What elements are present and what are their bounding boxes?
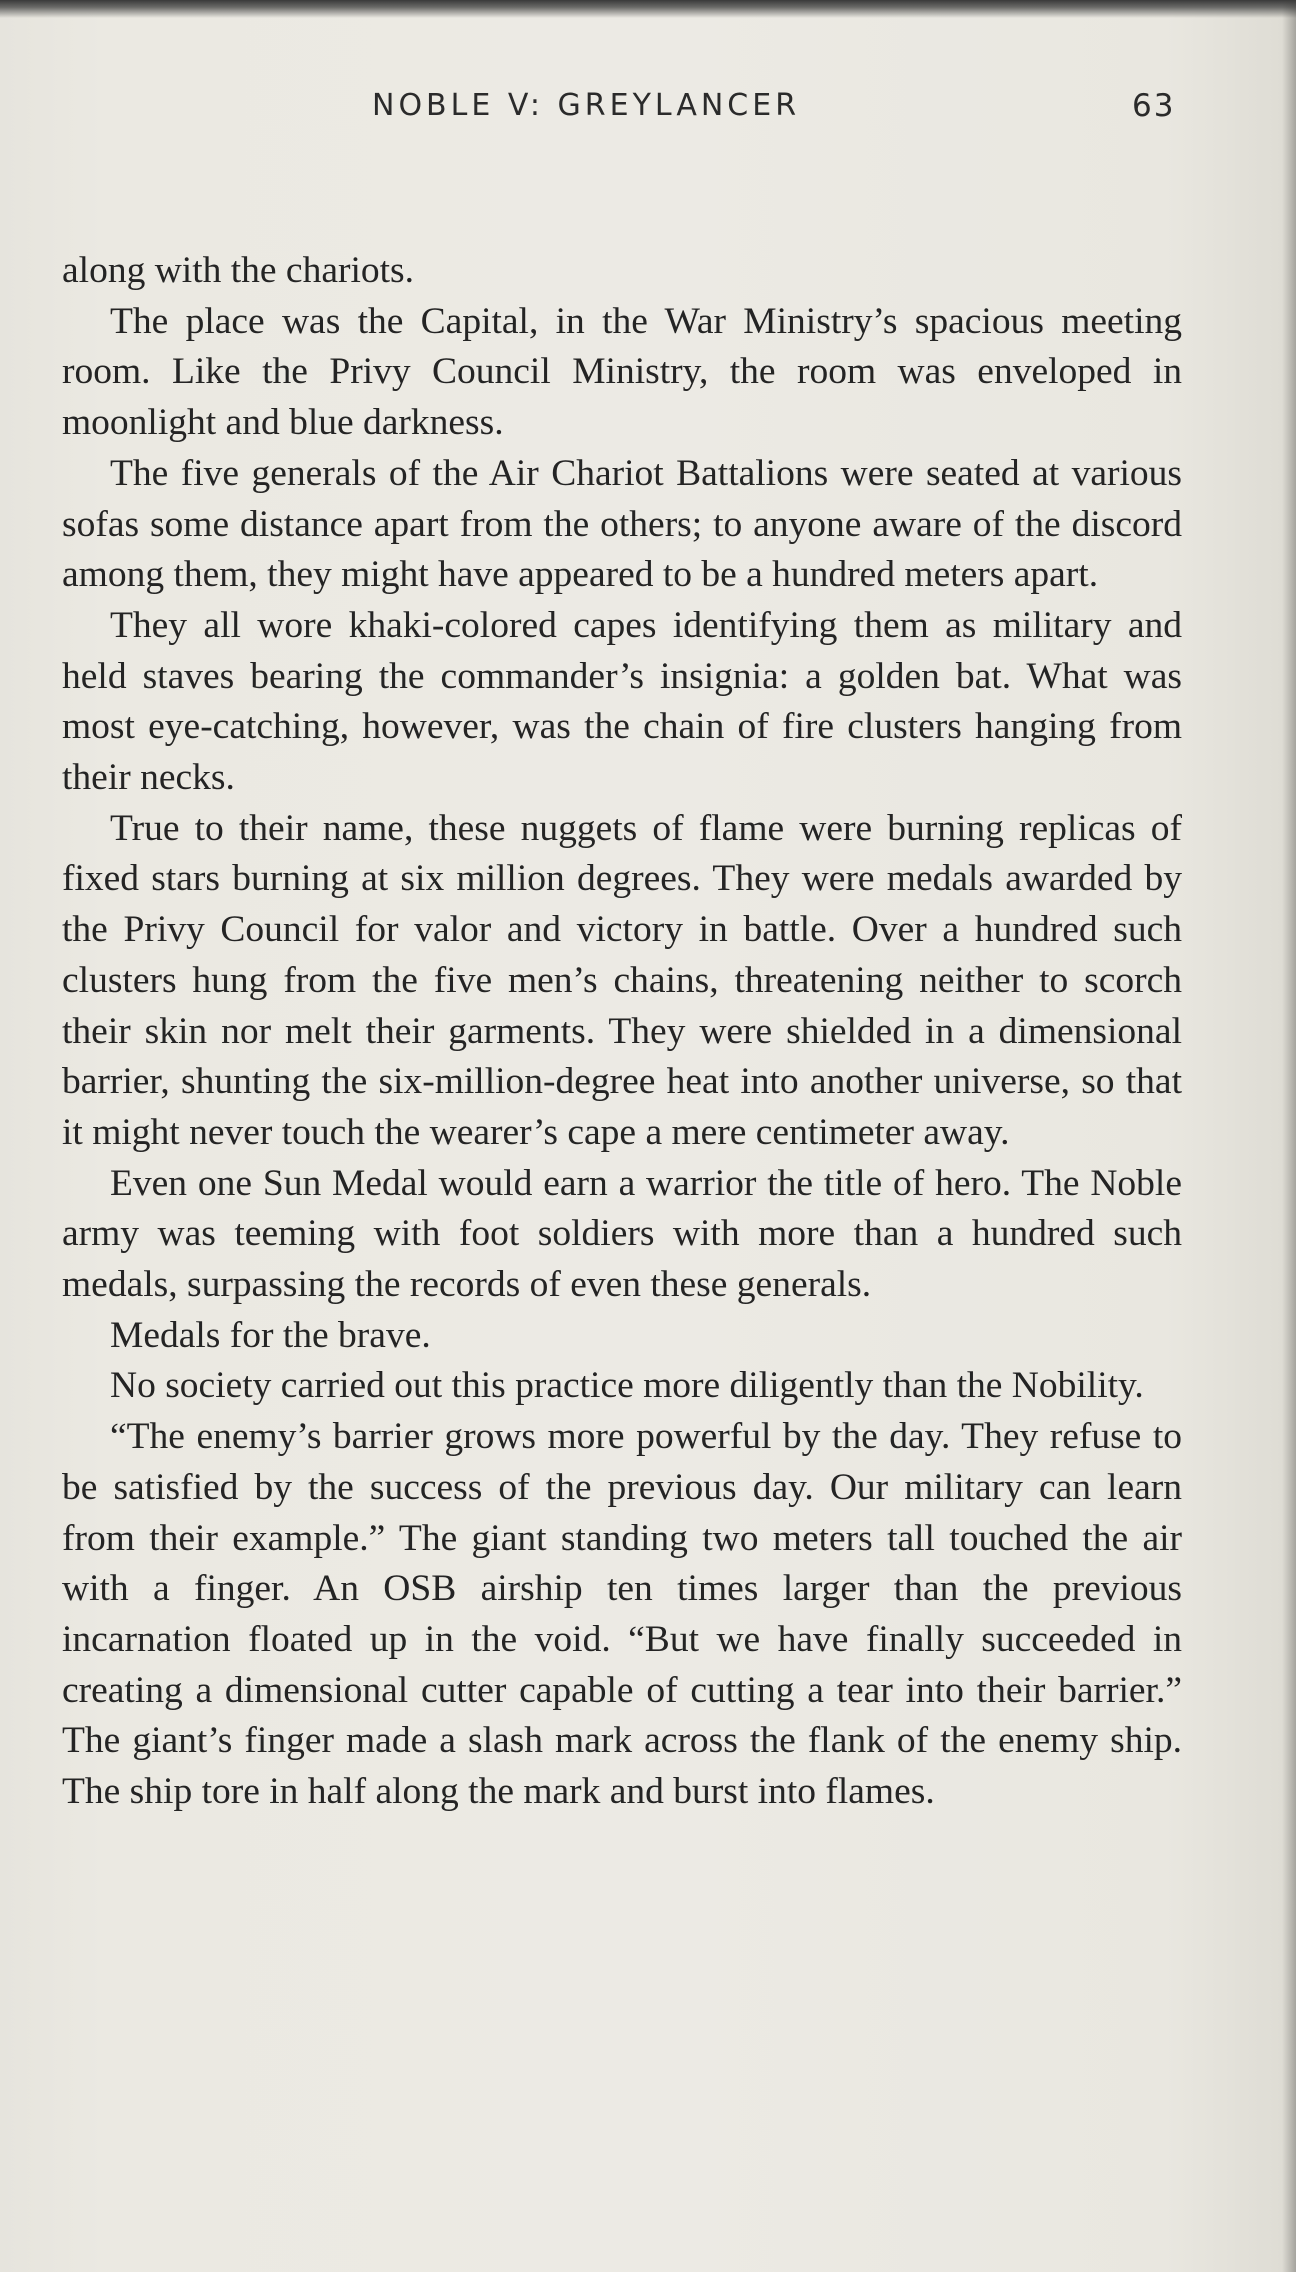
paragraph: The five generals of the Air Chariot Battalions were seated at various sofas some distance apart from the others; to anyone aware of the discord among them, they might have appeared to be a hundred meters apart. — [62, 452, 1182, 596]
paragraph: They all wore khaki-colored capes identifying them as military and held staves bearing the commander’s insignia: a golden bat. What was most eye-catching, however, was the chain of fire clusters hanging from their necks. — [62, 604, 1182, 799]
page-number: 63 — [1132, 88, 1176, 124]
paragraph: No society carried out this practice more diligently than the Nobility. — [110, 1365, 1144, 1407]
paragraph: Even one Sun Medal would earn a warrior the title of hero. The Noble army was teeming with foot soldiers with more than a hundred such medals, surpassing the records of even these generals. — [62, 1162, 1182, 1306]
body-text — [62, 246, 1182, 1818]
page-edge-shadow — [1282, 0, 1296, 2272]
paragraph: True to their name, these nuggets of flame were burning replicas of fixed stars burning at six million degrees. They were medals awarded by the Privy Council for valor and victory in battle. Over a hundred such clusters hung from the five men’s chains, threatening neither to scorch their skin nor melt their garments. They were shielded in a dimensional barrier, shunting the six-million-degree heat into another universe, so that it might never touch the wearer’s cape a mere centimeter away. — [62, 807, 1182, 1153]
running-header — [0, 88, 1296, 128]
paragraph: Medals for the brave. — [110, 1314, 431, 1356]
page-top-shadow — [0, 0, 1296, 18]
paragraph: The place was the Capital, in the War Ministry’s spacious meeting room. Like the Privy Council Ministry, the room was enveloped in moonlight and blue darkness. — [62, 300, 1182, 444]
running-title: NOBLE V: GREYLANCER — [372, 88, 801, 123]
paragraph: along with the chariots. — [62, 250, 415, 291]
paragraph: “The enemy’s barrier grows more powerful by the day. They refuse to be satisfied by the success of the previous day. Our military can learn from their example.” The giant standing two meters tall touched the air with a finger. An OSB airship ten times larger than the previous incarnation floated up in the void. “But we have finally succeeded in creating a dimensional cutter capable of cutting a tear into their barrier.” The giant’s finger made a slash mark across the flank of the enemy ship. The ship tore in half along the mark and burst into flames. — [62, 1416, 1182, 1813]
